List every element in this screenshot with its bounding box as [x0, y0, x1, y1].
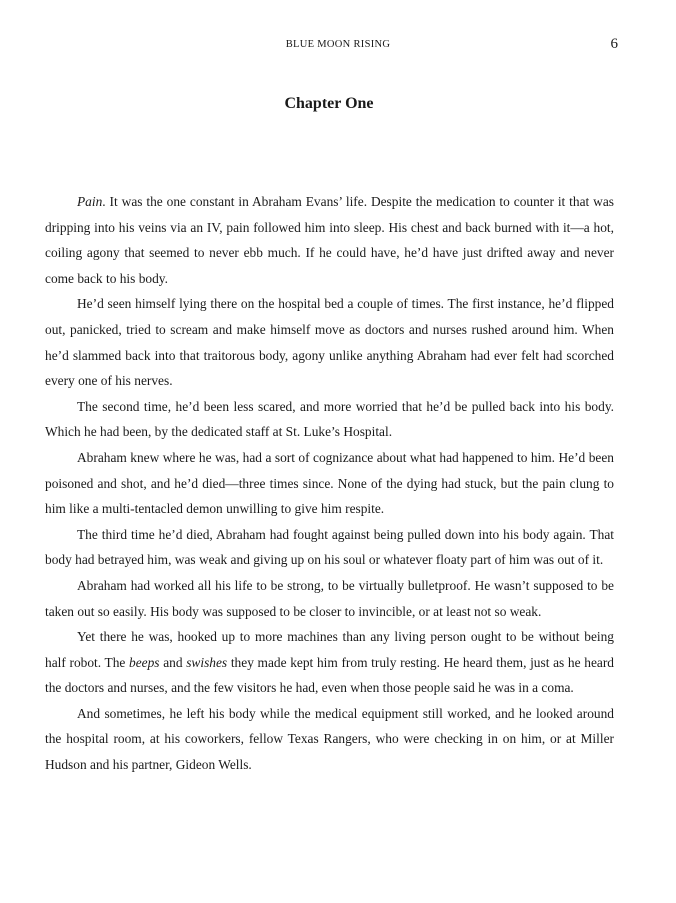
- paragraph-text: they made kept him from truly resting. He heard them, just as he heard the doctors and nurses, and the few visitors he had, even when those people said he was in a coma.: [45, 654, 614, 696]
- italic-word: swishes: [186, 654, 228, 670]
- paragraph-text: . It was the one constant in Abraham Evans’ life. Despite the medication to counter it that was dripping into his veins via an IV, pain followed him into sleep. His chest and back burned with it—a hot, coiling agony that seemed to never ebb much. If he could have, he’d have just drifted away and never come back to his body.: [45, 194, 614, 286]
- italic-word: beeps: [129, 654, 160, 670]
- paragraph: The second time, he’d been less scared, and more worried that he’d be pulled back into his body. Which he had been, by the dedicated staff at St. Luke’s Hospital.: [45, 398, 614, 440]
- italic-word: Pain: [77, 194, 103, 209]
- page-number: 6: [610, 36, 618, 52]
- paragraph: The third time he’d died, Abraham had fought against being pulled down into his body again. That body had betrayed him, was weak and giving up on his soul or whatever floaty part of him was out of it.: [45, 526, 614, 568]
- running-header-title: BLUE MOON RISING: [285, 39, 391, 50]
- paragraph: Abraham had worked all his life to be strong, to be virtually bulletproof. He wasn’t supposed to be taken out so easily. His body was supposed to be closer to invincible, or at least not so weak.: [45, 577, 614, 619]
- paragraph: [45, 189, 614, 291]
- chapter-body: [45, 189, 614, 778]
- paragraph-text: Yet there he was, hooked up to more machines than any living person ought to be without being half robot. The: [45, 629, 614, 670]
- paragraph-text: and: [159, 654, 187, 670]
- chapter-title: Chapter One: [284, 95, 374, 112]
- paragraph: [45, 624, 614, 701]
- paragraph: Abraham knew where he was, had a sort of cognizance about what had happened to him. He’d been poisoned and shot, and he’d died—three times since. None of the dying had stuck, but the pain clung to him like a multi-tentacled demon unwilling to give him respite.: [45, 449, 614, 517]
- paragraph: And sometimes, he left his body while the medical equipment still worked, and he looked around the hospital room, at his coworkers, fellow Texas Rangers, who were checking in on him, or at Miller Hudson and his partner, Gideon Wells.: [45, 705, 614, 773]
- paragraph: He’d seen himself lying there on the hospital bed a couple of times. The first instance, he’d flipped out, panicked, tried to scream and make himself move as doctors and nurses rushed around him. When he’d slammed back into that traitorous body, agony unlike anything Abraham had ever felt had scorched every one of his nerves.: [45, 296, 614, 389]
